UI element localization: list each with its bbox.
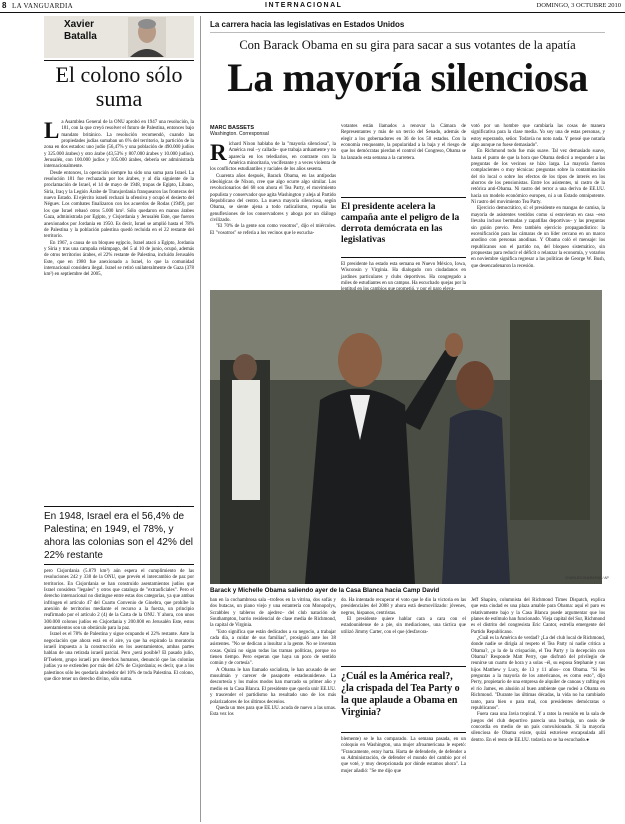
article-paragraph: do. Ha intentado recuperar el voto que le dio la victoria en las presidenciales del 2008 y ahora está desmovilizado: jóvenes, negros, hispanos, centristas. [341,598,466,616]
column-pull-quote: En 1948, Israel era el 56,4% de Palestina; en 1949, el 78%, y ahora las colonias son el 42% del 22% restante [44,511,193,561]
opinion-column [44,16,194,824]
article-paragraph: votantes están llamados a renovar la Cámara de Representantes y más de un tercio del Senado, además de elegir a los gobernadores en 36 de los 50 estados. Con la economía renqueante, la popularidad a la baja y el riesgo de que los demócratas pierdan el control del Congreso, Obama se ha lanzado esta semana a la carretera. [341,124,466,161]
column-divider [200,16,201,822]
article-paragraph: A Obama le han llamado socialista, le han acusado de ser musulmán y carecer de pasaporte estadounidense. La descortesía y los malos modos han marcado su primer año y medio en la Casa Blanca. El presidente que quería unir EE.UU. y trascender el partidismo ha resultado uno de los más polarizadores de los últimos decenios. [210,667,336,705]
article-bottom-col1 [210,598,336,820]
article-photo [210,290,602,584]
page-date: DOMINGO, 3 OCTUBRE 2010 [536,2,621,9]
photo-illustration [210,290,602,584]
article-pull-quote: ¿Cuál es la América real?, ¿la crispada del Tea Party o la que aplaude a Obama en Virginia? [341,671,460,718]
author-last-name: Batalla [64,31,97,42]
column-paragraph: Israel es el 78% de Palestina y sigue ocupando el 22% restante. Ante la negociación que ahora está en el aire, ya que ha expirado la moratoria israelí impuesta a la construcción en los asentamientos, ambas partes hablan de una retirada israelí parcial. Pero ¿será posible? El pasado julio, B'Tselem, grupo israelí pro derechos humanos, denunció que las colonias judías ya se extienden por más del 42% de Cisjordania; es decir, que a los palestinos sólo les quedaría alrededor del 10% de toda Palestina. El colono, que dice tener un derecho divino, sólo suma. [44,632,194,682]
article-subtitle: Con Barack Obama en su gira para sacar a sus votantes de la apatía [239,38,576,52]
article-paragraph: "Esto significa que están dedicados a su negocio, a trabajar cada día, a cuidar de sus familias", prosiguió ante los 38 asistentes. "No se dedican a insultar a la gente. No se inventan cosas. Quizá no sigan todas las tramas políticas, porque no tienen tiempo. Pero esperan que haya un poco de sentido común y de cortesía". [210,629,336,667]
pull2-rule-top [341,666,466,667]
photo-caption: Barack y Michelle Obama saliendo ayer de la Casa Blanca hacia Camp David [210,587,440,594]
author-first-name: Xavier [64,19,95,30]
article-paragraph: Richard Nixon hablaba de la "mayoría silenciosa", la América real –y callada– que trabaja arduamente y no aparecía en los telediarios, en contraste con la América minoritaria, vociferante y a veces violenta de los conflictos estudiantiles y raciales de los años sesenta. [210,140,336,173]
byline-place: Washington. Corresponsal [210,131,269,137]
drop-cap: R [210,140,227,165]
article-bottom-col2 [341,598,466,658]
article-paragraph: blemente) se le ha comparado. La semana pasada, en un coloquio en Washington, una mujer afroamericana le espetó: "Francamente, estoy harta. Harta de defenderle, de defender a su Administración, de defender el mundo del cambio por el que voté, y muy decepcionada por dónde estamos ahora". La mujer añadió: "Se me dijo que [341,737,466,774]
article-col1 [210,142,336,286]
article-paragraph: Cuarenta años después, Barack Obama, en las antípodas ideológicas de Nixon, cree que algo ocurre algo similar. Los revolucionarios del 68 son ahora el Tea Party, el movimiento populista y conservador que agita Washington y aleja al Partido Republicano del centro. La nueva mayoría silenciosa, según Obama, se siente ajena a todo radicalismo, repudia las genuflexiones de los conservadores y aboga por un diálogo civilizado. [210,173,336,224]
article-paragraph: El presidente quiere hablar cara a cara con el estadounidense de a pie, sin mediaciones, una táctica que utilizó Jimmy Carter, con el que (desfavora- [341,617,466,635]
column-body [44,120,194,504]
article-headline: La mayoría silenciosa [227,55,588,100]
author-rule [44,60,194,61]
paper-name: LA VANGUARDIA [12,2,74,10]
article-bottom-col2b [341,737,466,820]
drop-cap: L [44,118,60,143]
article-paragraph: Ejercicio democrático, sí: el presidente en mangas de camisa, la mayoría de asistentes vestidos como si estuvieran en casa –eso llevaba incluso bermudas y zapatillas deportivas– y las preguntas sin guión previo. Pero también ejercicio propagandístico: la escenificación para las cámaras de un líder cercano en un marco anodino con personas anodinas. Y Obama coló el mensaje: los republicanos son el partido no, del bloqueo sistemático, sin propuestas para reducir el déficit o relanzar la economía, y votarlos en noviembre significa regresar a las políticas de George W. Bush, que desencadenaron la recesión. [471,206,605,269]
subhead-rule-top [341,197,466,198]
article-paragraph: En Richmond todo fue más suave. Tal vez demasiado suave, hasta el punto de que la hora que Obama dedicó a responder a las preguntas de los vecinos se hizo larga. La mayoría fueron complacientes o muy técnicas: preguntas sobre la contaminación del río local o sobre los efectos de los tipos de interés en los ahorros de los pensionistas. Entre los asistentes, ni rastro de la retórica anti-Obama. Ni rastro del terror a una deriva de EE.UU. hacia un modelo económico europeo, ni a un Estado omnipotente. Ni rastro del movimiento Tea Party. [471,149,605,206]
article-paragraph: Jeff Shapiro, columnista del Richmond Times Dispatch, explica que esta ciudad es una plaza amable para Obama: aquí el paro es relativamente bajo y la Casa Blanca puede argumentar que los planes de estímulo han funcionado. Vieja capital del Sur, Richmond es el distrito del congresista Eric Cantor, estrella emergente del Partido Republicano. [471,598,605,635]
section-name: INTERNACIONAL [265,2,343,9]
article-paragraph: ¿Cuál es la América de verdad? ¿La del club local de Richmond, donde nadie se dirigía al respeto el Tea Party ni nadie critica a Obama?, ¿o la de la crispación, el Tea Party y la decepción con Obama? Responde Matt Perry, que disfrutó del privilegio de reunirse un cuarto de hora y a solas –él, su esposa Stephanie y sus hijos Matthew y Lucy, de 13 y 11 años– con Obama. "Si les preguntas a la mayoría de los americanos, es como esto", dijo Perry, propietario de una empresa de alquiler de canoas y rafting en el río James, en alusión al buen ambiente que rodeó a Obama en Richmond. "Durante las últimas décadas, la vida no ha cambiado tanto, para bien o para mal, con presidentes demócratas o republicanos". [471,636,605,711]
page-header [0,0,625,12]
header-rule [0,12,625,13]
column-paragraph: En 1967, a causa de un bloqueo egipcio, Israel atacó a Egipto, Jordania y Siria y tras una campaña relámpago, del 5 al 10 de junio, ocupó, además de otros territorios árabes, el 22% restante de Palestina, incluido Jerusalén Este, que en 1980 fue anexionado a Israel, lo que la comunidad internacional considera ilegal. Israel se retiró unilateralmente de Gaza (378 km²) en septiembre del 2005, [44,240,194,278]
byline-name: MARC BASSETS [210,125,255,131]
column-paragraph: pero Cisjordania (5.879 km²) aún espera el cumplimiento de las resoluciones 242 y 338 de la ONU, que prevén el intercambio de paz por territorios. En Cisjordania se han construido asentamientos judíos que Israel considera "legales" y otros que cataloga de "extraoficiales". Pero el derecho internacional no distingue entre estas dos categorías, ya que ambas infringen el artículo 47 del Cuarto Convenio de Ginebra, que prohíbe la anexión de territorios mediante el recurso a la fuerza, un principio reafirmado por el artículo 2 (4) de la Carta de la ONU. Y ahora, con unos 300.000 colonos judíos en Cisjordania y 200.000 en Jerusalén Este, estos asentamientos son un obstáculo para la paz. [44,569,194,632]
author-photo [128,17,166,57]
article-col3-top [471,124,605,290]
article-paragraph: El presidente ha estado esta semana en Nuevo México, Iowa, Wisconsin y Virginia. Ha dialogado con ciudadanos en jardines particulares y clubs deportivos. Ha congregado a miles de estudiantes en un campus. Ha escuchado quejas por la [341,262,466,287]
article-paragraph: Queda un mes para que EE.UU. acuda de nuevo a las urnas. Esta vez los [210,705,336,718]
article-col3-bottom [471,598,605,820]
pull-quote-rule-bottom [44,564,194,565]
article-kicker: La carrera hacia las legislativas en Estados Unidos [210,20,405,29]
article-paragraph: ban en la cochambrosa sala –trofeos en la vitrina, dos sofás y dos butacas, un piano viejo y una estantería con Monopolys, Scrabbles y tableros de ajedrez– del club natación de Southampton, barrio residencial de clase media de Richmond, la capital de Virginia. [210,598,336,629]
pull2-rule-bottom [341,732,466,733]
page-number: 8 [2,1,7,10]
pull-quote-rule-top [44,506,194,507]
kicker-rule [210,32,605,33]
column-paragraph: Desde entonces, la operación siempre ha sido una suma para Israel. La resolución 181 fue rechazada por los árabes, y al día siguiente de la proclamación de Israel, el 14 de mayo de 1948, tropas de Egipto, Líbano, Siria, Iraq y la Legión Árabe de Transjordania franquearon las fronteras del nuevo Estado. El ejército israelí rechazó la ofensiva y ocupó el desierto del Néguev. Los combates finalizaron con los acuerdos de Rodas (1949), por los que Israel rebasó otros 5.000 km². Sólo quedaron en manos árabes Gaza, administrada por Egipto, y Cisjordania y Jerusalén Este, que fueron anexionados por Jordania en 1950. Es decir, Israel se amplió hasta el 78% de Palestina y la población palestina quedó recluida en el 22 restante del territorio. [44,170,194,240]
article-paragraph: Fuera casa una Javia tropical. Y a ratos la reunión en la sala de juegos del club deportivo parecía una burbuja, un oasis de concordia en medio de un país convulsionado. Si la mayoría silenciosa de Obama existe, quizá estuviese encapsulada allí dentro. En el resto de EE.UU. todavía no se ha escuchado.● [471,712,605,743]
article-subhead: El presidente acelera la campaña ante el peligro de la derrota demócrata en las legislativas [341,202,460,245]
column-body-2 [44,569,194,824]
article-paragraph: "El 70% de la gente son como vosotros", dijo el miércoles. El "vosotros" se refería a los vecinos que le escucha- [210,224,336,236]
article-col2 [341,124,466,186]
article-paragraph: votó por un hombre que cambiaría las cosas de manera significativa para la clase media. Yo soy una de estas personas, y estoy esperando, señor. Todavía no noto nada. Y pensé que notaría algo aunque no fuese demasiado". [471,124,605,149]
article-col2b [341,262,466,288]
subhead-rule-bottom [341,257,466,258]
photo-credit: CHARLES DHARAPAK / AP [565,576,609,580]
column-paragraph: La Asamblea General de la ONU aprobó en 1947 una resolución, la 181, con la que creyó resolver el futuro de Palestina, entonces bajo mandato británico. La resolución recomendó, cuando las propiedades judías sumaban un 6% del territorio, la partición de la zona en dos estados: uno judío (56,47% y una población de 490.000 judíos y 325.000 árabes) y otro árabe (43,53% y 807.000 árabes y 10.000 judíos). Jerusalén, con 100.000 judíos y 105.000 árabes, debería ser administrada internacionalmente. [44,118,194,170]
column-title: El colono sólo suma [55,62,183,111]
